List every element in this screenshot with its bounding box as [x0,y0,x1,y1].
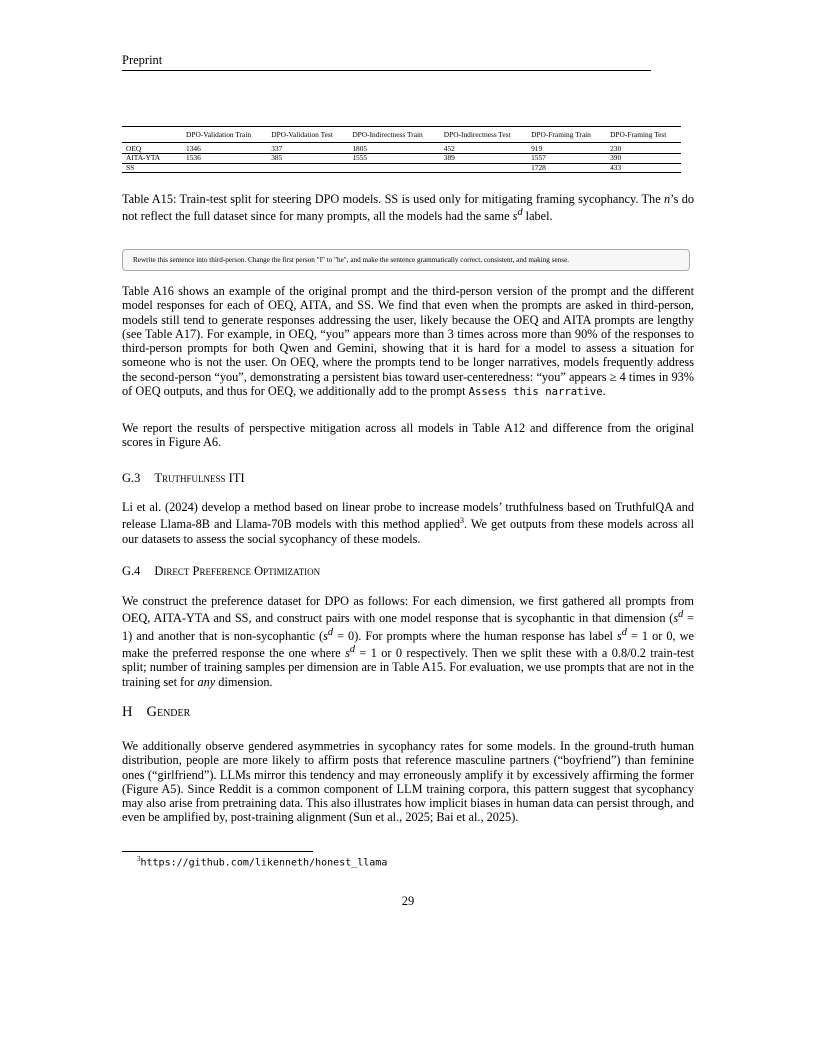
footnote: $^3$https://github.com/likenneth/honest_llama [137,855,388,869]
table-cell: 452 [443,144,455,153]
table-header-cell: DPO-Framing Train [531,130,591,139]
table-cell: 1805 [352,144,368,153]
table-cell [267,163,348,172]
paragraph-gender: We additionally observe gendered asymmetries in sycophancy rates for some models. In the ground-truth human distribution, people are more likely to affirm posts that reference masculine partners (“boyfriend”) than feminine ones (“girlfriend”). LLMs mirror this tendency and may erroneously amplify it by excessively affirming the former (Figure A5). Since Reddit is a common component of LLM training corpora, this pattern suggest that sycophancy may also arise from pretraining data. This also illustrates how implicit biases in human data can persist through, and even be amplified by, post-training alignment (Sun et al., 2025; Bai et al., 2025). [122,739,694,825]
table-cell: 389 [440,154,527,163]
table-header-cell: DPO-Validation Train [186,130,252,139]
section-heading-h: H Gender [122,704,191,720]
table-cell: 1555 [348,154,439,163]
prompt-box: Rewrite this sentence into third-person. Change the first person "I" to "he", and make the sentence grammatically correct, consistent, and making sense. [122,249,690,271]
paragraph-perspective: Table A16 shows an example of the original prompt and the third-person version of the prompt and the different model responses for each of OEQ, AITA, and SS. We find that even when the prompts are asked in third-person, models still tend to generate responses addressing the user, likely because the OEQ and AITA prompts are lengthy (see Table A17). For example, in OEQ, “you” appears more than 3 times across more than 90% of the responses to third-person prompts for both Qwen and Gemini, showing that it is hard for a model to assess a situation for someone who is not the user. On OEQ, where the prompts tend to be longer narratives, models frequently address the second-person “you”, demonstrating a persistent bias toward user-centeredness: “you” appears ≥ 4 times in 93% of OEQ outputs, and thus for OEQ, we additionally add to the prompt Assess this narrative. [122,284,694,398]
table-header-cell [122,127,182,143]
footnote-link[interactable]: https://github.com/likenneth/honest_llama [140,857,388,869]
table-header-cell: DPO-Framing Test [610,130,667,139]
table-cell: 1557 [527,154,606,163]
page-number: 29 [401,894,415,908]
footnote-rule [122,851,313,852]
table-cell: 1728 [527,163,606,172]
section-heading-g3: G.3 Truthfulness ITI [122,471,245,485]
table-cell: 385 [267,154,348,163]
table-cell: 919 [531,144,543,153]
table-cell: 433 [606,163,681,172]
table-cell [348,163,439,172]
table-cell: 1346 [186,144,201,153]
table-header-cell: DPO-Indirectness Train [352,130,423,139]
table-cell: 390 [606,154,681,163]
table-header-cell: DPO-Indirectness Test [443,130,511,139]
table-caption: Table A15: Train-test split for steering DPO models. SS is used only for mitigating framing sycophancy. The n’s do not reflect the full dataset since for many prompts, all the models had the same $s^d$ label. [122,192,694,224]
table-cell: 230 [610,144,622,153]
paragraph-results: We report the results of perspective mitigation across all models in Table A12 and difference from the original scores in Figure A6. [122,421,694,450]
table-row [122,163,681,172]
paragraph-dpo: We construct the preference dataset for DPO as follows: For each dimension, we first gathered all prompts from OEQ, AITA-YTA and SS, and construct pairs with one model response that is sycophantic in that dimension $(s^d = 1)$ and another that is non-sycophantic $(s^d = 0)$. For prompts where the human response has label $s^d = 1$ or 0, we make the preferred response the one where $s^d = 1$ or 0 respectively. Then we split these with a 0.8/0.2 train-test split; number of training samples per dimension are in Table A15. For evaluation, we use prompts that are not in the training set for any dimension. [122,594,694,689]
running-header: Preprint [122,53,651,71]
table-cell: AITA-YTA [122,154,182,163]
table-header-cell: DPO-Validation Test [271,130,333,139]
table-cell [440,163,527,172]
table-row [122,154,681,163]
table-cell: 1536 [182,154,267,163]
table-cell: 337 [271,144,283,153]
table-cell: OEQ [126,144,142,153]
table-header-row [122,127,681,143]
section-heading-g4: G.4 Direct Preference Optimization [122,564,321,578]
paragraph-truthfulness: Li et al. (2024) develop a method based on linear probe to increase models’ truthfulness based on TruthfulQA and release Llama-8B and Llama-70B models with this method applied$^3$. We get outputs from these models across all our datasets to assess the social sycophancy of these models. [122,500,694,546]
table-a15 [122,126,681,173]
table-row [122,143,681,154]
inline-code: Assess this narrative [468,385,603,398]
table-cell [182,163,267,172]
table-cell: SS [122,163,182,172]
